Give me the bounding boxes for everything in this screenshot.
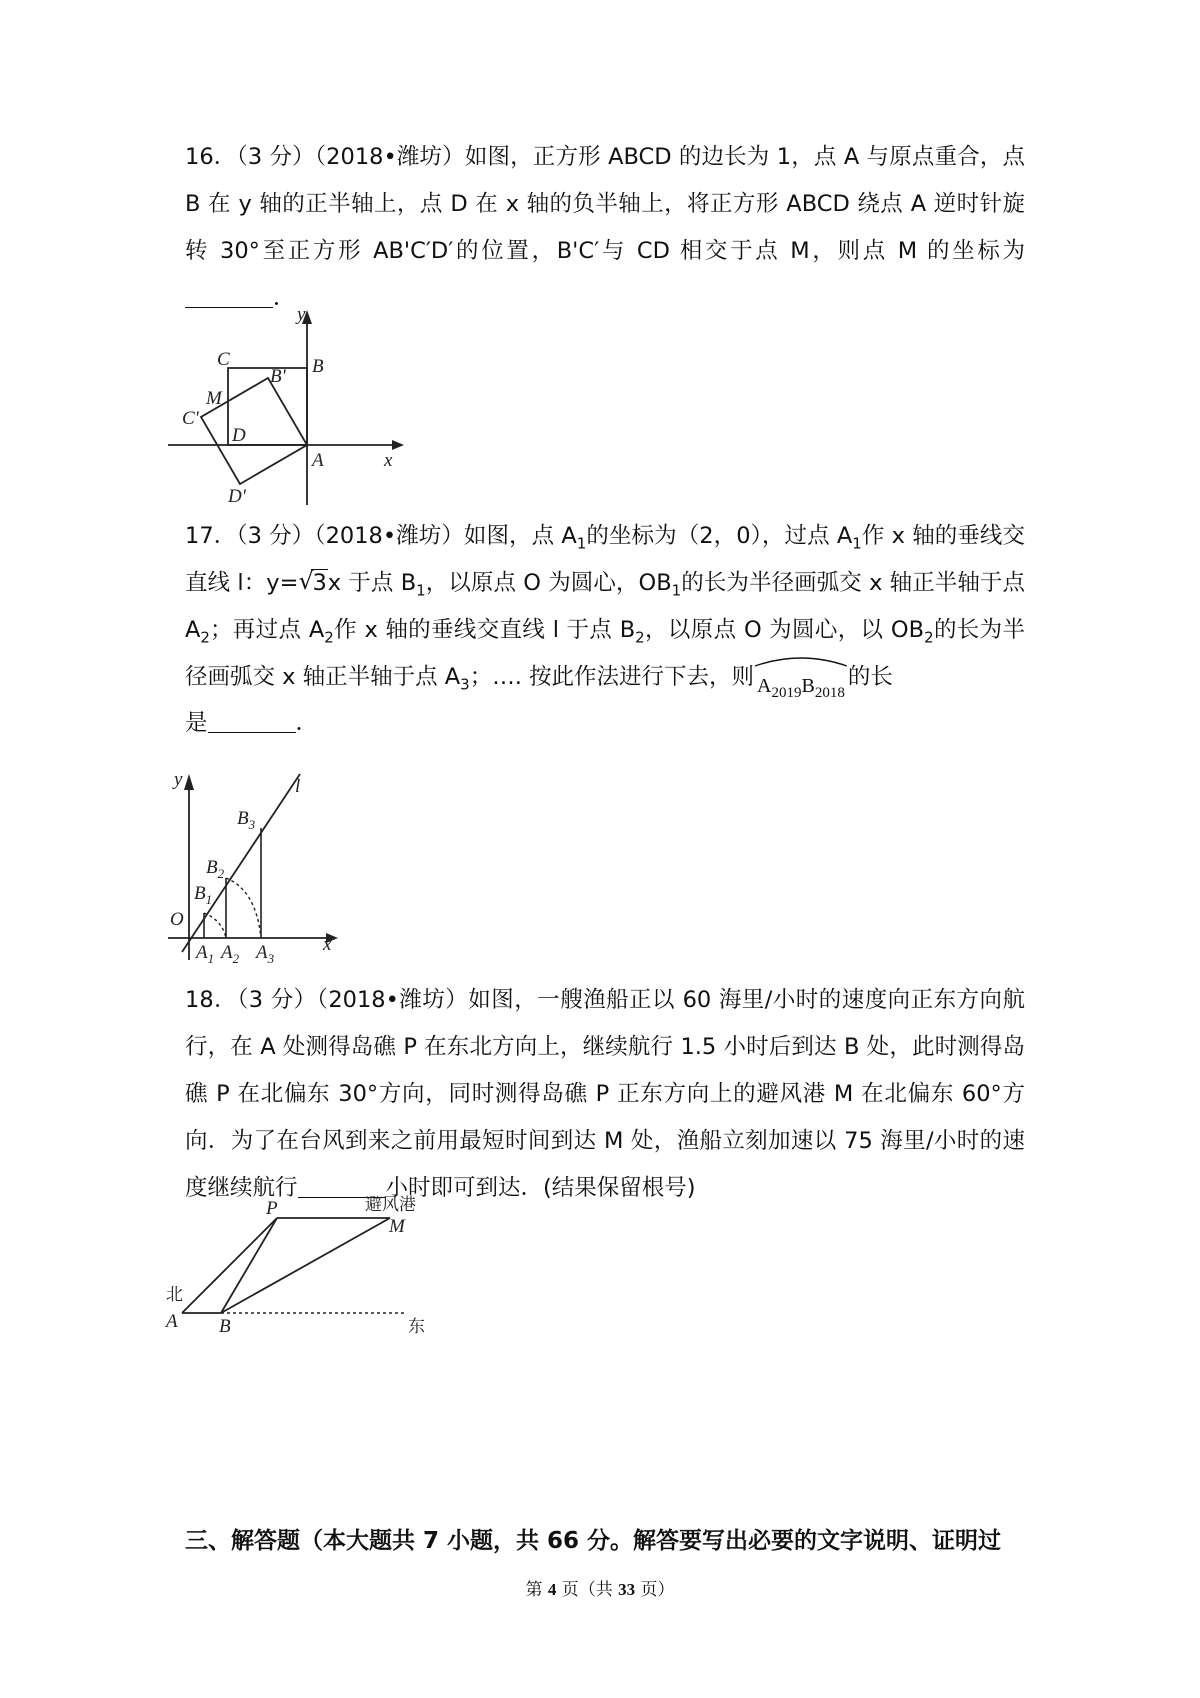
label-x: x <box>323 934 332 955</box>
label-b3: $B_3$ <box>237 808 256 832</box>
label-a: A <box>312 450 324 471</box>
label-y: y <box>174 769 183 790</box>
label-b: B <box>219 1316 231 1337</box>
question-18-text: 18．（3 分）（2018•潍坊）如图，一艘渔船正以 60 海里/小时的速度向正东方向航行，在 A 处测得岛礁 P 在东北方向上，继续航行 1.5 小时后到达 B 处，此时测得岛礁 P 在北偏东 30°方向，同时测得岛礁 P 正东方向上的避风港 M 在北偏东 60°方向．为了在台风到来之前用最短时间到达 M 处，渔船立刻加速以 75 海里/小时的速度继续航行 小时即可到达．(结果保留根号) <box>185 987 1025 1201</box>
label-b1: $B_1$ <box>194 883 213 907</box>
arc-a2019-b2018: $A_{2019}B_{2018}$ <box>754 663 848 710</box>
x-axis-arrow <box>392 440 404 450</box>
label-m: M <box>206 388 222 409</box>
label-b: B <box>312 356 324 377</box>
sqrt-expression: √ 3 <box>298 567 327 596</box>
label-a3: $A_3$ <box>256 942 275 966</box>
figure-q18 <box>160 1190 460 1350</box>
label-east: 东 <box>408 1317 425 1337</box>
label-b2: $B_2$ <box>206 857 225 881</box>
label-d-prime: D' <box>228 486 246 507</box>
question-17-text: 17．（3 分）（2018•潍坊）如图，点 $A_1$的坐标为（2，0），过点 $A_1$作 x 轴的垂线交直线 l：y= √ 3x 于点 $B_1$，以原点 O 为圆心，$OB_1$的长为半径画弧交 x 轴正半轴于点 $A_2$；再过点 $A_2$作 x 轴的垂线交直线 l 于点 $B_2$，以原点 O 为圆心，以 $OB_2$的长为半径画弧交 x 轴正半轴于点 $A_3$；…. 按此作法进行下去，则 $A_{2019}B_{2018}$的长 <box>185 513 1025 710</box>
label-d: D <box>232 425 246 446</box>
question-16-text: 16．（3 分）（2018•潍坊）如图，正方形 ABCD 的边长为 1，点 A 与原点重合，点 B 在 y 轴的正半轴上，点 D 在 x 轴的负半轴上，将正方形 ABCD 绕点 A 逆时针旋转 30°至正方形 AB'C′D′的位置，B'C′与 CD 相交于点 M，则点 M 的坐标为． <box>185 144 1025 311</box>
answer-blank-17[interactable] <box>208 710 296 733</box>
page-number: 4 <box>547 1580 557 1599</box>
figure-q16 <box>160 300 420 515</box>
label-harbor: 避风港 <box>365 1195 416 1215</box>
label-b-prime: B' <box>270 366 286 387</box>
label-a: A <box>166 1311 178 1332</box>
label-o: O <box>170 909 184 930</box>
question-17-answer-line: 是 ． <box>185 710 319 736</box>
label-north: 北 <box>166 1285 183 1305</box>
label-y: y <box>297 304 306 325</box>
y-axis-arrow <box>184 774 194 790</box>
page-footer: 第 4 页（共 33 页） <box>525 1580 675 1600</box>
total-pages: 33 <box>618 1580 636 1599</box>
arc-a1-a2 <box>204 913 226 938</box>
label-m: M <box>389 1216 405 1237</box>
label-a2: $A_2$ <box>221 942 240 966</box>
figure-q17 <box>160 760 360 970</box>
line-l <box>182 774 300 952</box>
label-c-prime: C' <box>182 408 199 429</box>
section-3-heading: 三、解答题（本大题共 7 小题，共 66 分。解答要写出必要的文字说明、证明过 <box>185 1528 1002 1554</box>
label-p: P <box>266 1198 278 1219</box>
arc-b2-a3 <box>226 878 261 938</box>
label-a1: $A_1$ <box>196 942 215 966</box>
label-c: C <box>217 349 230 370</box>
label-x: x <box>384 450 393 471</box>
label-l: l <box>295 776 301 797</box>
segment-bm <box>221 1218 390 1313</box>
